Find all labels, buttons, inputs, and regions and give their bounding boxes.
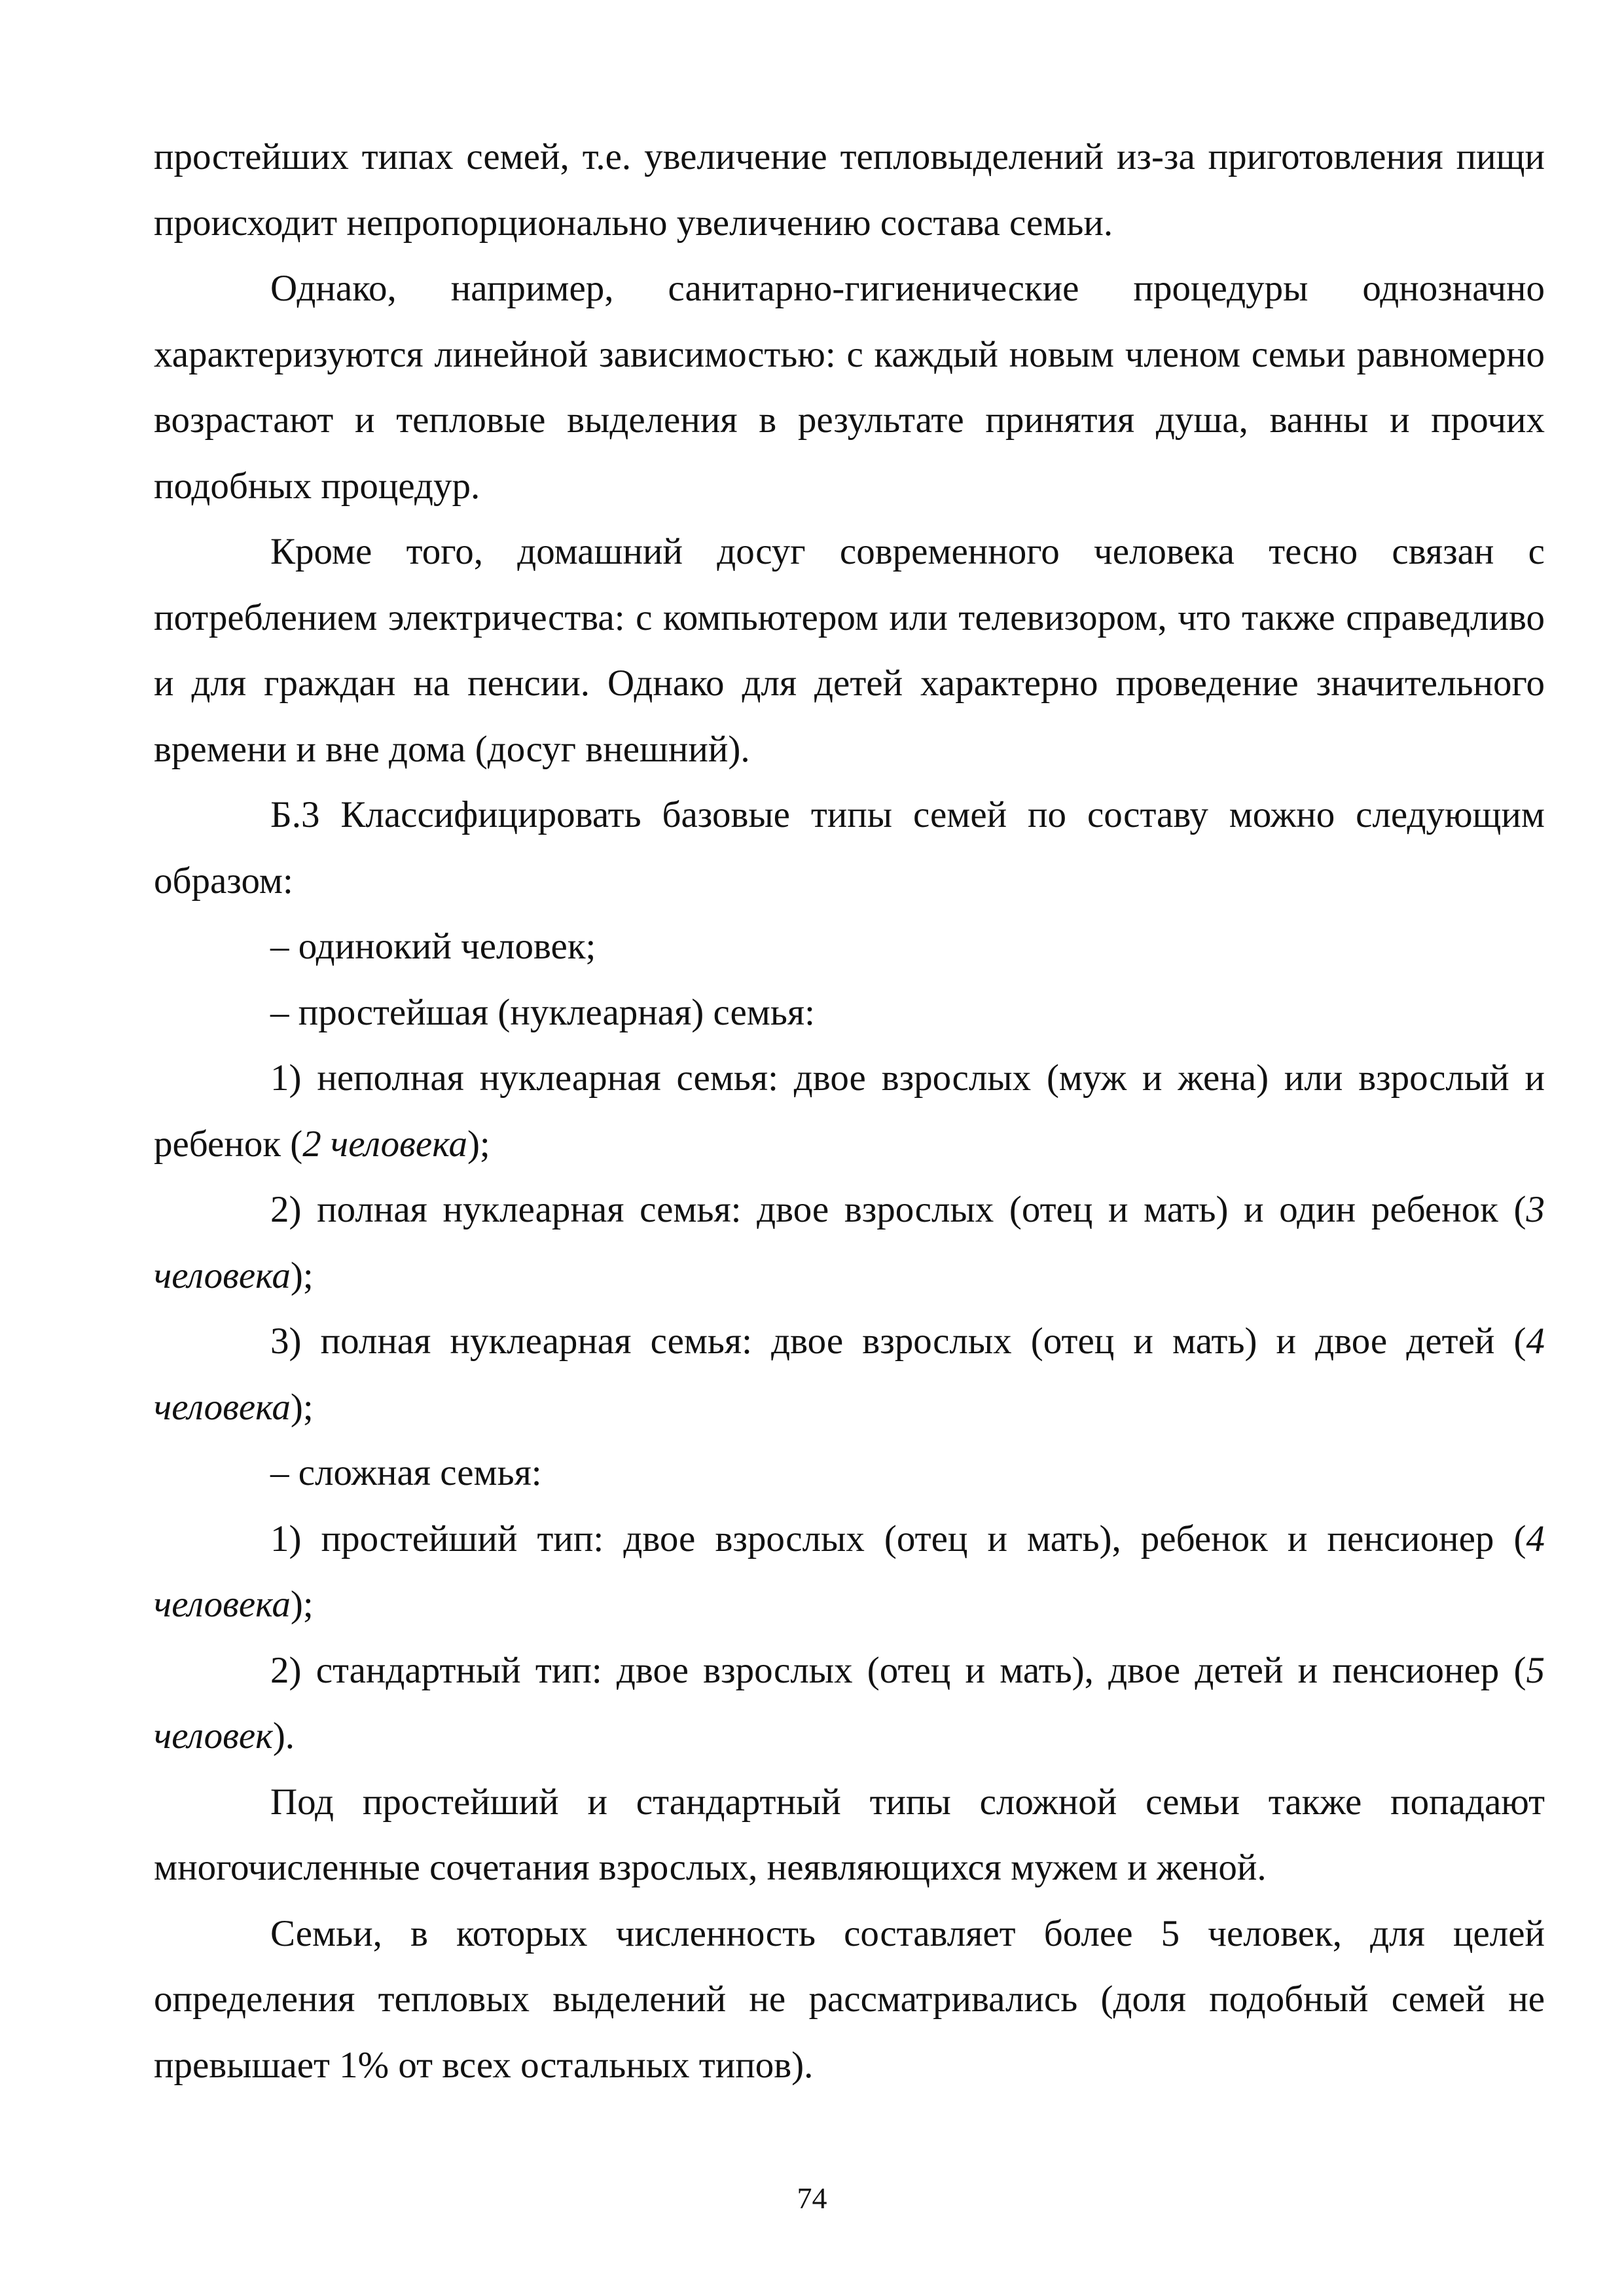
list-item-simple-complex — [154, 1506, 1545, 1638]
list-item-count: 4 человека — [154, 1321, 1545, 1428]
paragraph-classification-intro: Б.3 Классифицировать базовые типы семей по составу можно следующим образом: — [154, 794, 1545, 902]
list-item-count: 5 человек — [154, 1649, 1545, 1757]
paragraph-large-families: Семьи, в которых численность составляет более 5 человек, для целей определения тепловых выделений не рассматривались (доля подобный семей не превышает 1% от всех остальных типов). — [154, 1912, 1545, 2086]
list-item-complex-family: – сложная семья: — [270, 1452, 542, 1493]
list-item-text: 2) полная нуклеарная семья: двое взрослых (отец и мать) и один ребенок ( — [270, 1189, 1526, 1230]
list-item-tail: ); — [290, 1254, 314, 1296]
body-text — [154, 124, 1545, 2098]
paragraph-sanitary-procedures: Однако, например, санитарно-гигиенические процедуры однозначно характеризуются линейной зависимостью: с каждый новым членом семьи равномерно возрастают и тепловые выделения в результате принятия душа, ванны и прочих подобных процедур. — [154, 268, 1545, 507]
list-item-tail: ); — [290, 1386, 314, 1428]
list-item-full-nuclear-two-children — [154, 1309, 1545, 1440]
list-item-incomplete-nuclear — [154, 1046, 1545, 1177]
list-item-count: 3 человека — [154, 1189, 1545, 1296]
list-item-full-nuclear-one-child — [154, 1177, 1545, 1309]
list-item-count: 2 человека — [302, 1123, 467, 1165]
list-item-tail: ). — [272, 1715, 295, 1757]
list-item-standard-complex — [154, 1638, 1545, 1770]
list-item-tail: ); — [467, 1123, 490, 1165]
paragraph-continuation: простейших типах семей, т.е. увеличение тепловыделений из-за приготовления пищи происходит непропорционально увеличению состава семьи. — [154, 136, 1545, 244]
list-item-count: 4 человека — [154, 1518, 1545, 1625]
list-item-text: 1) неполная нуклеарная семья: двое взрослых (муж и жена) или взрослый и ребенок ( — [154, 1057, 1545, 1165]
paragraph-home-leisure: Кроме того, домашний досуг современного человека тесно связан с потреблением электричества: с компьютером или телевизором, что также справедливо и для граждан на пенсии. Однако для детей характерно проведение значительного времени и вне дома (досуг внешний). — [154, 531, 1545, 770]
list-item-text: 3) полная нуклеарная семья: двое взрослых (отец и мать) и двое детей ( — [270, 1321, 1526, 1362]
page-number: 74 — [797, 2181, 827, 2215]
paragraph-combinations: Под простейший и стандартный типы сложной семьи также попадают многочисленные сочетания взрослых, неявляющихся мужем и женой. — [154, 1781, 1545, 1888]
list-item-text: 1) простейший тип: двое взрослых (отец и мать), ребенок и пенсионер ( — [270, 1518, 1526, 1559]
list-item-nuclear-family: – простейшая (нуклеарная) семья: — [270, 991, 815, 1033]
list-item-text: 2) стандартный тип: двое взрослых (отец и мать), двое детей и пенсионер ( — [270, 1649, 1526, 1691]
list-item-single-person: – одинокий человек; — [270, 926, 596, 967]
list-item-tail: ); — [290, 1584, 314, 1625]
